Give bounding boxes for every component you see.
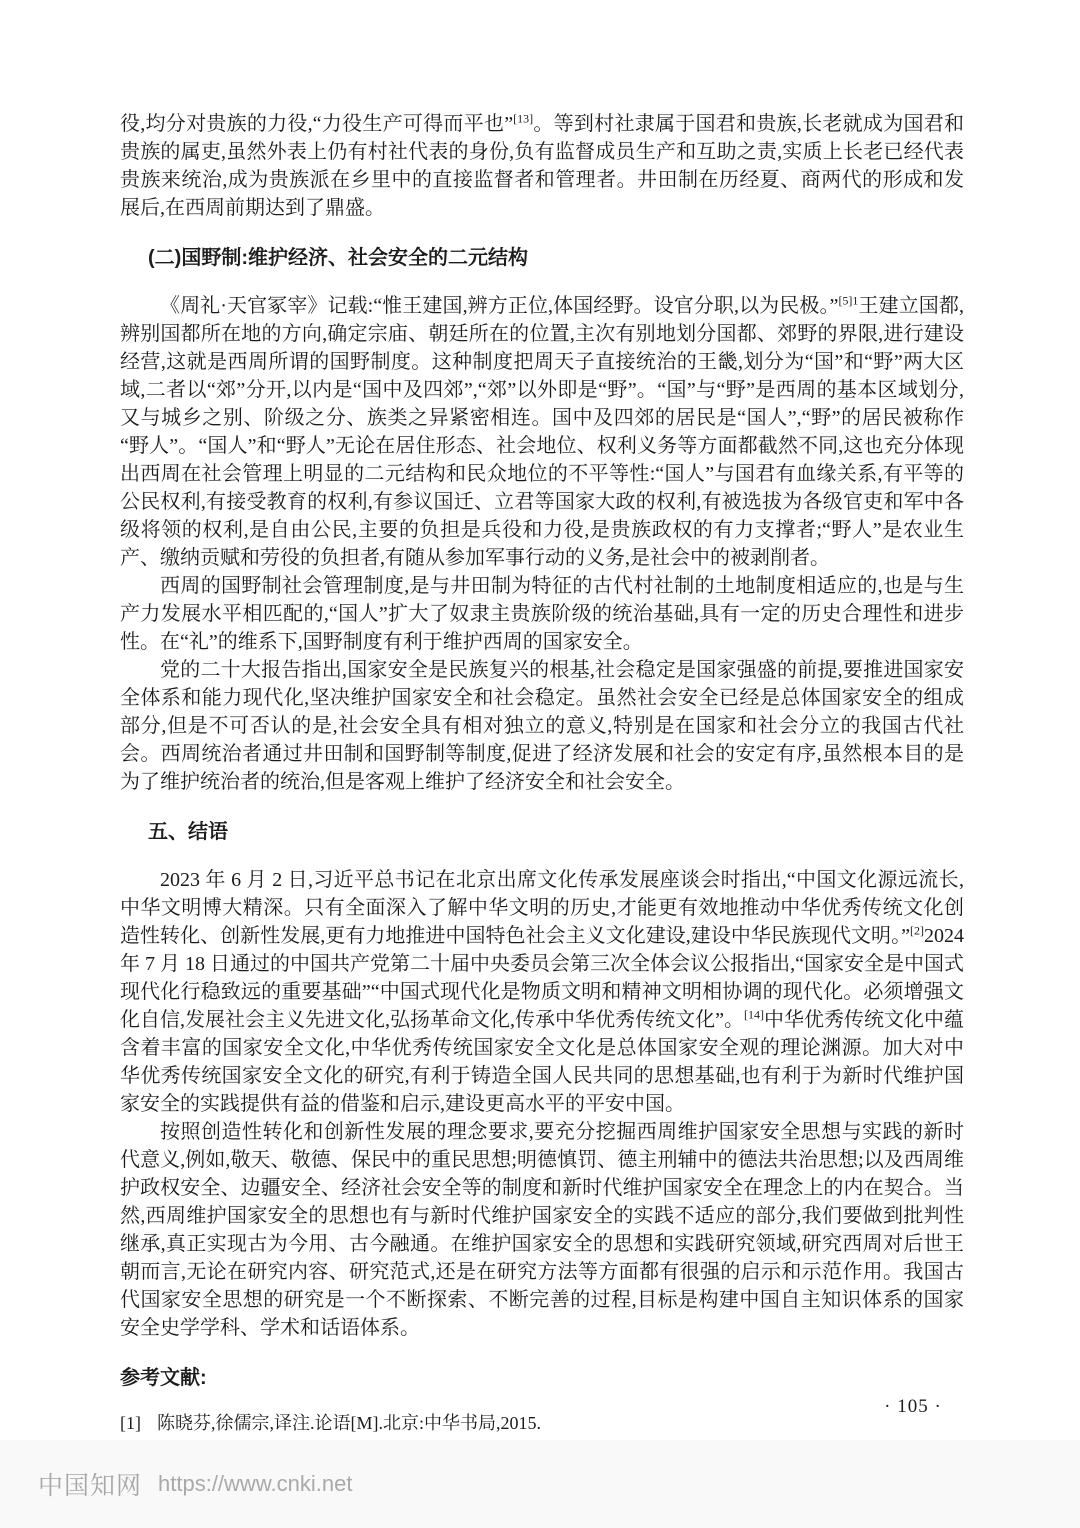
citation-superscript: [2] bbox=[910, 923, 924, 938]
citation-superscript: [5]1 bbox=[838, 293, 859, 308]
page-number: · 105 · bbox=[884, 1396, 942, 1417]
reference-item bbox=[120, 1410, 964, 1436]
cnki-url: https://www.cnki.net bbox=[158, 1471, 353, 1496]
article-body bbox=[120, 110, 964, 1436]
citation-superscript: [14] bbox=[743, 1007, 764, 1022]
cnki-brand-label: 中国知网 bbox=[38, 1472, 143, 1500]
body-paragraph: 按照创造性转化和创新性发展的理念要求,要充分挖掘西周维护国家安全思想与实践的新时代意义,例如,敬天、敬德、保民中的重民思想;明德慎罚、德主刑辅中的德法共治思想;以及西周维护政权安全、边疆安全、经济社会安全等的制度和新时代维护国家安全在理念上的内在契合。当然,西周维护国家安全的思想也有与新时代维护国家安全的实践不适应的部分,我们要做到批判性继承,真正实现古为今用、古今融通。在维护国家安全的思想和实践研究领域,研究西周对后世王朝而言,无论在研究内容、研究范式,还是在研究方法等方面都有很强的启示和示范作用。我国古代国家安全思想的研究是一个不断探索、不断完善的过程,目标是构建中国自主知识体系的国家安全史学学科、学术和话语体系。 bbox=[120, 1121, 964, 1339]
citation-superscript: [13] bbox=[513, 111, 534, 126]
reference-text: 陈晓芬,徐儒宗,译注.论语[M].北京:中华书局,2015. bbox=[157, 1413, 541, 1433]
cnki-watermark-bar bbox=[0, 1440, 1080, 1528]
reference-list bbox=[120, 1410, 964, 1436]
body-paragraph: 西周的国野制社会管理制度,是与井田制为特征的古代村社制的土地制度相适应的,也是与生产力发展水平相匹配的,“国人”扩大了奴隶主贵族阶级的统治基础,具有一定的历史合理性和进步性。在“礼”的维系下,国野制度有利于维护西周的国家安全。 bbox=[120, 575, 964, 653]
references-section bbox=[120, 1364, 964, 1436]
body-paragraph: 役,均分对贵族的力役,“力役生产可得而平也”[13]。等到村社隶属于国君和贵族,长老就成为国君和贵族的属吏,虽然外表上仍有村社代表的身份,负有监督成员生产和互助之责,实质上长老已经代表贵族来统治,成为贵族派在乡里中的直接监督者和管理者。井田制在历经夏、商两代的形成和发展后,在西周前期达到了鼎盛。 bbox=[120, 111, 964, 219]
section-heading: (二)国野制:维护经济、社会安全的二元结构 bbox=[148, 247, 528, 269]
reference-label: [1] bbox=[120, 1413, 141, 1433]
body-paragraph: 《周礼·天官冢宰》记载:“惟王建国,辨方正位,体国经野。设官分职,以为民极。”$^{[5]1}$王建立国都,辨别国都所在地的方向,确定宗庙、朝廷所在的位置,主次有别地划分国都、郊野的界限,进行建设经营,这就是西周所谓的国野制度。这种制度把周天子直接统治的王畿,划分为“国”和“野”两大区域,二者以“郊”分开,以内是“国中及四郊”,“郊”以外即是“野”。“国”与“野”是西周的基本区域划分,又与城乡之别、阶级之分、族类之异紧密相连。国中及四郊的居民是“国人”,“野”的居民被称作“野人”。“国人”和“野人”无论在居住形态、社会地位、权利义务等方面都截然不同,这也充分体现出西周在社会管理上明显的二元结构和民众地位的不平等性:“国人”与国君有血缘关系,有平等的公民权利,有接受教育的权利,有参议国迁、立君等国家大政的权利,有被选拔为各级官吏和军中各级将领的权利,是自由公民,主要的负担是兵役和力役,是贵族政权的有力支撑者;“野人”是农业生产、缴纳贡赋和劳役的负担者,有随从参加军事行动的义务,是社会中的被剥削者。 bbox=[120, 293, 964, 569]
section-heading: 五、结语 bbox=[148, 821, 228, 843]
references-heading: 参考文献: bbox=[120, 1367, 207, 1389]
body-paragraph: 党的二十大报告指出,国家安全是民族复兴的根基,社会稳定是国家强盛的前提,要推进国家安全体系和能力现代化,坚决维护国家安全和社会稳定。虽然社会安全已经是总体国家安全的组成部分,但是不可否认的是,社会安全具有相对独立的意义,特别是在国家和社会分立的我国古代社会。西周统治者通过井田制和国野制等制度,促进了经济发展和社会的安定有序,虽然根本目的是为了维护统治者的统治,但是客观上维护了经济安全和社会安全。 bbox=[120, 659, 964, 793]
body-paragraph: 2023 年 6 月 2 日,习近平总书记在北京出席文化传承发展座谈会时指出,“中国文化源远流长,中华文明博大精深。只有全面深入了解中华文明的历史,才能更有效地推动中华优秀传统文化创造性转化、创新性发展,更有力地推进中国特色社会主义文化建设,建设中华民族现代文明。”[2]2024 年 7 月 18 日通过的中国共产党第二十届中央委员会第三次全体会议公报指出,“国家安全是中国式现代化行稳致远的重要基础”“中国式现代化是物质文明和精神文明相协调的现代化。必须增强文化自信,发展社会主义先进文化,弘扬革命文化,传承中华优秀传统文化”。[14]中华优秀传统文化中蕴含着丰富的国家安全文化,中华优秀传统国家安全文化是总体国家安全观的理论渊源。加大对中华优秀传统国家安全文化的研究,有利于铸造全国人民共同的思想基础,也有利于为新时代维护国家安全的实践提供有益的借鉴和启示,建设更高水平的平安中国。 bbox=[120, 869, 964, 1115]
